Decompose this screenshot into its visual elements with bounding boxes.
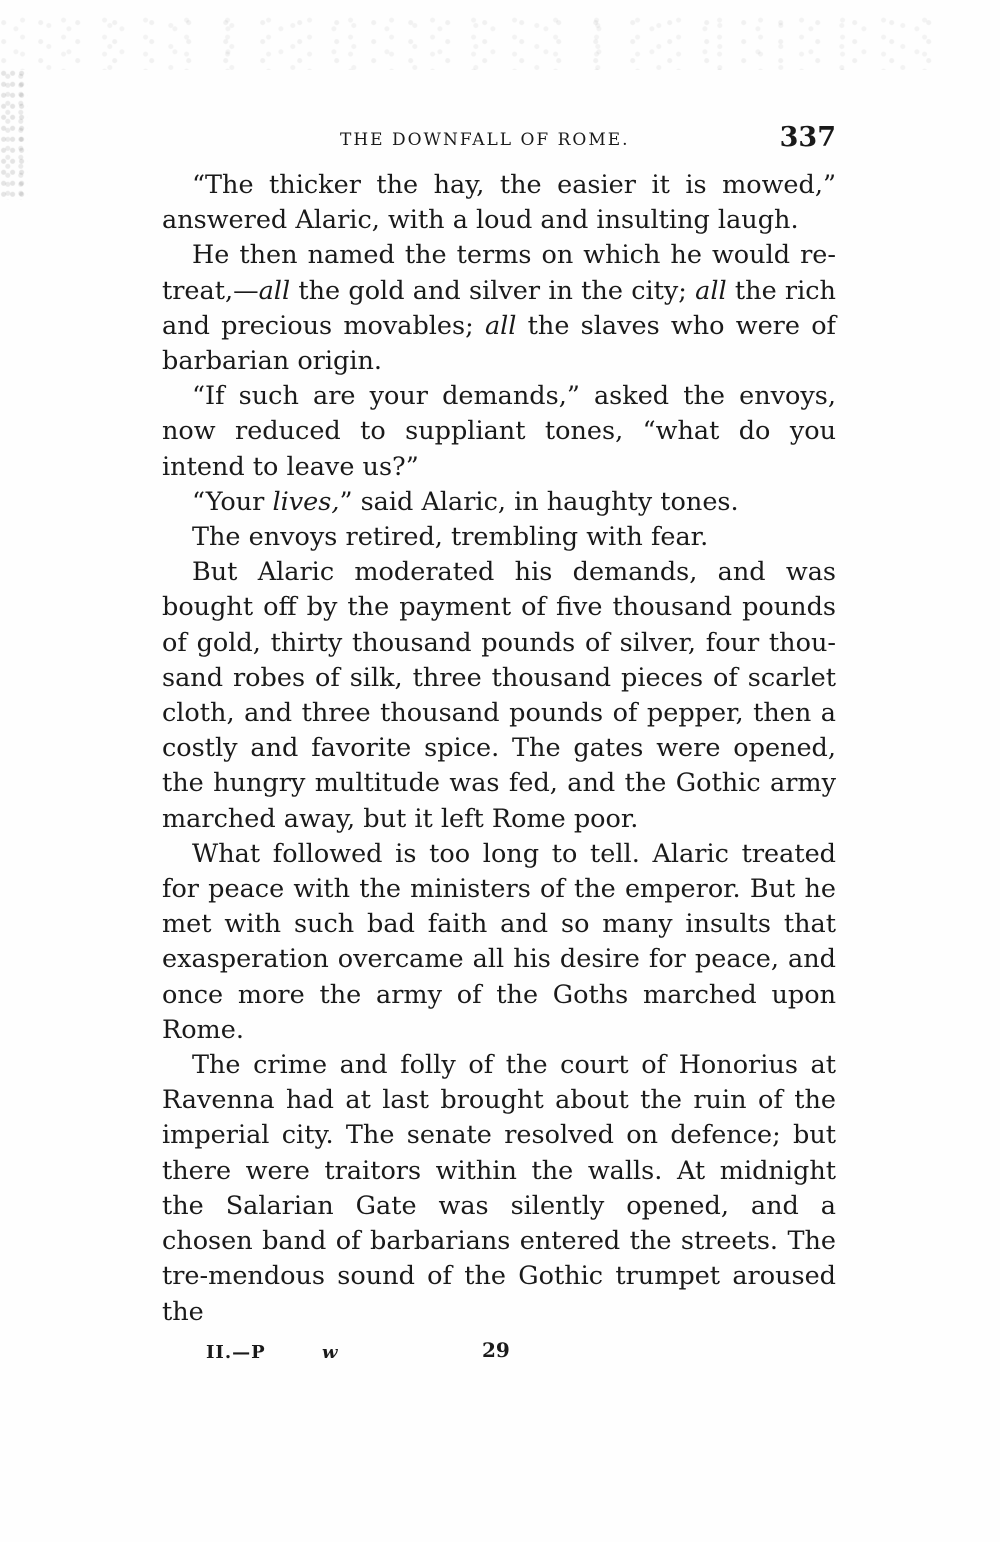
paragraph-text: “Your <box>192 486 273 517</box>
book-page <box>162 118 836 1372</box>
running-title: THE DOWNFALL OF ROME. <box>340 130 630 150</box>
body-text <box>162 168 836 1330</box>
paragraph-text: the gold and silver in the city; <box>290 275 696 306</box>
paragraph-7 <box>162 837 836 1048</box>
paragraph-6 <box>162 555 836 837</box>
paragraph-1 <box>162 168 836 238</box>
page-footer <box>162 1336 836 1372</box>
paragraph-3 <box>162 379 836 485</box>
signature-mark: II.—P <box>206 1341 266 1363</box>
emphasis-all: all <box>695 275 727 306</box>
paragraph-text: ” said Alaric, in haughty tones. <box>339 486 739 517</box>
running-head <box>162 118 836 168</box>
emphasis-all: all <box>484 310 517 341</box>
paragraph-5 <box>162 520 836 555</box>
scan-noise <box>0 15 950 70</box>
emphasis-all: all <box>258 275 291 306</box>
paragraph-text: “If such are your demands,” asked the envoys, now reduced to suppliant tones, “what do you intend to leave us?” <box>162 381 836 482</box>
paragraph-8 <box>162 1048 836 1330</box>
paragraph-text: the slaves who were of barbarian origin. <box>162 310 836 377</box>
paragraph-text: He then named the terms on which he would re-treat,— <box>162 240 836 306</box>
footer-mark: w <box>322 1341 338 1363</box>
paragraph-text: But Alaric moderated his demands, and was bought off by the payment of five thousand pounds of gold, thirty thousand pounds of silver, four thou-sand robes of silk, three thousand pieces of scarlet cloth, and three thousand pounds of pepper, then a costly and favorite spice. The gates were opened, the hungry multitude was fed, and the Gothic army marched away, but it left Rome poor. <box>162 557 836 834</box>
emphasis-lives: lives, <box>272 486 340 517</box>
binding-edge-marks <box>0 70 28 200</box>
paragraph-text: the rich and precious movables; <box>162 275 836 341</box>
paragraph-text: The envoys retired, trembling with fear. <box>192 522 709 553</box>
paragraph-2 <box>162 238 836 379</box>
paragraph-text: What followed is too long to tell. Alaric treated for peace with the ministers of the emperor. But he met with such bad faith and so many insults that exasperation overcame all his desire for peace, and once more the army of the Goths marched upon Rome. <box>162 838 836 1045</box>
paragraph-text: “The thicker the hay, the easier it is mowed,” answered Alaric, with a loud and insulting laugh. <box>162 170 836 236</box>
footer-page-number: 29 <box>482 1337 510 1362</box>
paragraph-4 <box>162 485 836 520</box>
paragraph-text: The crime and folly of the court of Honorius at Ravenna had at last brought about the ruin of the imperial city. The senate resolved on defence; but there were traitors within the walls. At midnight the Salarian Gate was silently opened, and a chosen band of barbarians entered the streets. The tre-mendous sound of the Gothic trumpet aroused the <box>162 1050 836 1327</box>
folio-number: 337 <box>779 122 836 153</box>
